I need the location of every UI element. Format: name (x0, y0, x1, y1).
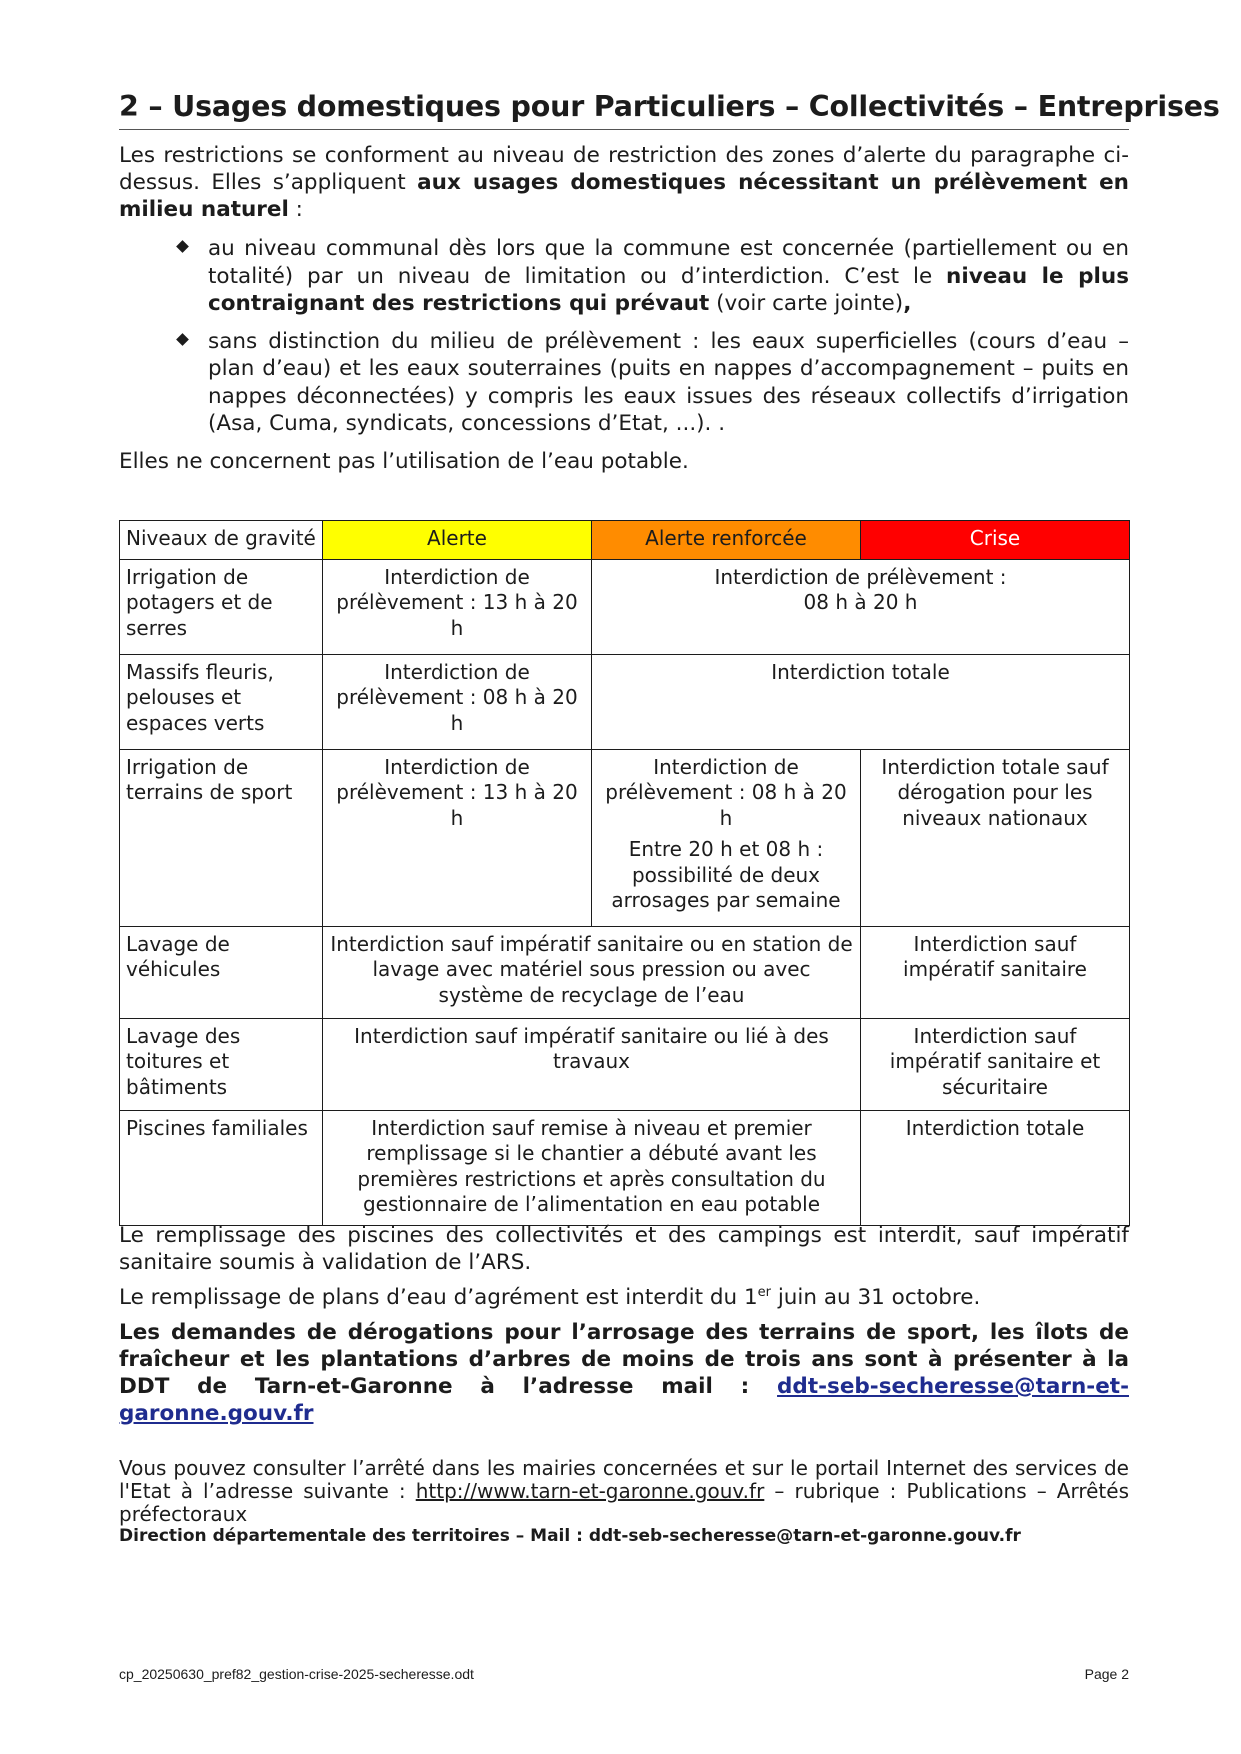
cell-text: Interdiction de prélèvement : 08 h à 20 h (605, 754, 847, 830)
plans-text: Le remplissage de plans d’eau d’agrément est interdit du 1 (119, 1285, 758, 1310)
plans-text-end: juin au 31 octobre. (770, 1285, 981, 1310)
cell-alerte-renforcee: Interdiction sauf impératif sanitaire ou en station de lavage avec matériel sous pression ou avec système de recyclage de l’eau (323, 926, 861, 1018)
bullet-text: sans distinction du milieu de prélèvement : les eaux superficielles (cours d’eau – plan d’eau) et les eaux souterraines (puits en nappes d’accompagnement – puits en nappes déconnectées) y compris les eaux issues des réseaux collectifs d’irrigation (Asa, Cuma, syndicats, concessions d’Etat, ...). . (208, 328, 1129, 436)
cell-renforcee (592, 749, 861, 926)
row-label: Irrigation de potagers et de serres (120, 559, 323, 654)
cell-text: Interdiction de prélèvement : 08 h à 20 h (714, 564, 1007, 614)
cell-renforcee-crise: Interdiction totale (592, 654, 1130, 749)
intro-paragraph (119, 142, 1129, 223)
derogations-paragraph (119, 1319, 1129, 1427)
cell-crise: Interdiction totale (861, 1110, 1130, 1225)
cell-alerte-renforcee: Interdiction sauf impératif sanitaire ou lié à des travaux (323, 1018, 861, 1110)
row-label: Lavage de véhicules (120, 926, 323, 1018)
header-alerte: Alerte (323, 521, 592, 560)
plans-eau-paragraph (119, 1284, 1129, 1311)
header-levels: Niveaux de gravité (120, 521, 323, 560)
cell-alerte-renforcee: Interdiction sauf remise à niveau et premier remplissage si le chantier a débuté avant les premières restrictions et après consultation du gestionnaire de l’alimentation en eau potable (323, 1110, 861, 1225)
diamond-bullet-icon (176, 240, 189, 253)
bullet-comma: , (903, 291, 912, 316)
plans-superscript: er (757, 1284, 771, 1300)
intro-text: Les restrictions se conforment au niveau de restriction des zones d’alerte du paragraphe ci-dessus. Elles s’appliquent (119, 143, 1129, 195)
table-row (120, 749, 1130, 926)
direction-contact: Direction départementale des territoires – Mail : ddt-seb-secheresse@tarn-et-garonne.gouv.fr (119, 1526, 1021, 1546)
cell-alerte: Interdiction de prélèvement : 13 h à 20 h (323, 749, 592, 926)
cell-crise: Interdiction sauf impératif sanitaire (861, 926, 1130, 1018)
row-label: Irrigation de terrains de sport (120, 749, 323, 926)
list-item (208, 328, 1129, 438)
piscines-paragraph: Le remplissage des piscines des collectivités et des campings est interdit, sauf impératif sanitaire soumis à validation de l’ARS. (119, 1223, 1129, 1275)
section-title: 2 – Usages domestiques pour Particuliers – Collectivités – Entreprises (119, 90, 1129, 130)
cell-crise: Interdiction totale sauf dérogation pour les niveaux nationaux (861, 749, 1130, 926)
document-page (119, 90, 1220, 1546)
consult-text-end: – rubrique : Publications – Arrêtés préfectoraux (119, 1479, 1129, 1526)
cell-crise: Interdiction sauf impératif sanitaire et sécuritaire (861, 1018, 1130, 1110)
cell-alerte: Interdiction de prélèvement : 13 h à 20 h (323, 559, 592, 654)
derogations-email-link[interactable]: ddt-seb-secheresse@tarn-et-garonne.gouv.fr (119, 1374, 1129, 1426)
footer-filename: cp_20250630_pref82_gestion-crise-2025-secheresse.odt (119, 1666, 474, 1682)
row-label: Piscines familiales (120, 1110, 323, 1225)
cell-alerte: Interdiction de prélèvement : 08 h à 20 h (323, 654, 592, 749)
intro-colon: : (288, 197, 303, 222)
list-item (208, 235, 1129, 318)
table-row (120, 926, 1130, 1018)
table-row (120, 654, 1130, 749)
bullet-bold: niveau le plus contraignant des restrictions qui prévaut (208, 263, 1129, 316)
bullet-text-end: (voir carte jointe) (709, 291, 904, 316)
table-row (120, 1018, 1130, 1110)
after-table-section (119, 1222, 1129, 1546)
potable-note: Elles ne concernent pas l’utilisation de l’eau potable. (119, 448, 689, 474)
table-row (120, 1110, 1130, 1225)
page-footer (119, 1666, 1129, 1682)
scope-list (119, 235, 1129, 438)
consult-text: Vous pouvez consulter l’arrêté dans les mairies concernées et sur le portail Internet des services de l'Etat à l’adresse suivante : (119, 1456, 1129, 1503)
intro-bold: aux usages domestiques nécessitant un prélèvement en milieu naturel (119, 170, 1129, 222)
diamond-bullet-icon (176, 333, 189, 346)
row-label: Massifs fleuris, pelouses et espaces verts (120, 654, 323, 749)
cell-text: Entre 20 h et 08 h : possibilité de deux arrosages par semaine (611, 837, 841, 912)
table-row (120, 559, 1130, 654)
derogations-text: Les demandes de dérogations pour l’arrosage des terrains de sport, les îlots de fraîcheur et les plantations d’arbres de moins de trois ans sont à présenter à la DDT de Tarn-et-Garonne à l’adresse mail : (119, 1320, 1129, 1399)
consult-paragraph (119, 1457, 1129, 1526)
restrictions-table (119, 520, 1130, 1226)
header-crise: Crise (861, 521, 1130, 560)
footer-page-number: Page 2 (1084, 1666, 1129, 1682)
prefecture-website-link[interactable]: http://www.tarn-et-garonne.gouv.fr (415, 1479, 765, 1503)
header-alerte-renforcee: Alerte renforcée (592, 521, 861, 560)
table-header-row (120, 521, 1130, 560)
cell-renforcee-crise (592, 559, 1130, 654)
row-label: Lavage des toitures et bâtiments (120, 1018, 323, 1110)
bullet-text: au niveau communal dès lors que la commune est concernée (partiellement ou en totalité) par un niveau de limitation ou d’interdiction. C’est le (208, 236, 1129, 289)
